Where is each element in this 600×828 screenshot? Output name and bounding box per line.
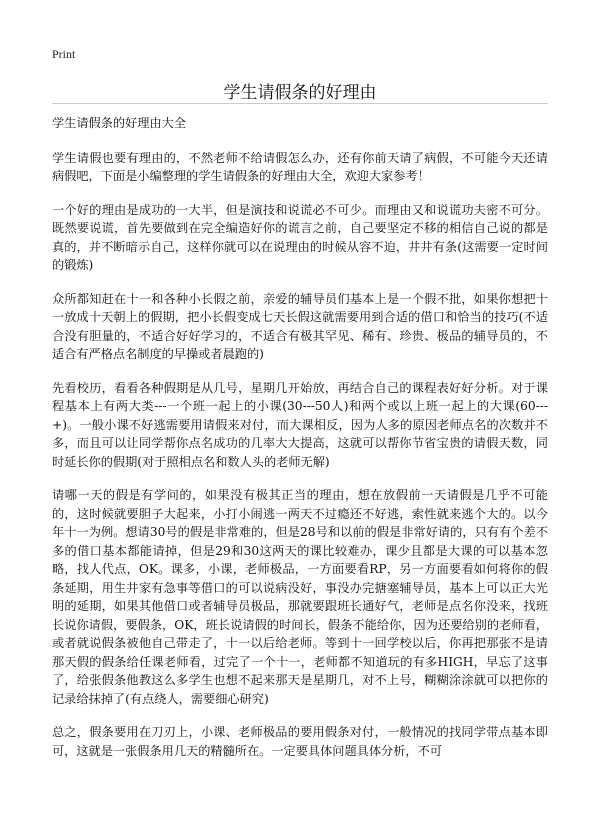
article-subtitle: 学生请假条的好理由大全 xyxy=(52,116,187,130)
paragraph-class-schedule: 先看校历，看看各种假期是从几号，星期几开始放，再结合自己的课程表好好分析。对于课程基本上有两大类---一个班一起上的小课(30---50人)和两个或以上班一起上的大课(60---+)。一般小课不好逃需要用请假来对付，而大课相反，因为人多的原因老师点名的次数并不多，而且可以让同学帮你点名成功的几率大大提高，这就可以帮你节省宝贵的请假天数，同时延长你的假期(对于照相点名和数人头的老师无解) xyxy=(52,380,548,469)
paragraph-holiday-tips: 众所都知赶在十一和各种小长假之前，亲爱的辅导员们基本上是一个假不批，如果你想把十一放成十天朝上的假期，把小长假变成七天长假这就需要用到合适的借口和恰当的技巧(不适合没有胆量的，不适合好好学习的，不适合有极其罕见、稀有、珍贵、极品的辅导员的，不适合有严格点名制度的早操或者晨跑的) xyxy=(52,291,548,361)
page-title: 学生请假条的好理由 xyxy=(223,83,377,103)
title-divider xyxy=(52,103,548,104)
paragraph-summary: 总之，假条要用在刀刃上，小课、老师极品的要用假条对付，一般情况的找同学带点基本即可，这就是一张假条用几天的精髓所在。一定要具体问题具体分析，不可 xyxy=(52,725,548,758)
paragraph-which-day: 请哪一天的假是有学问的，如果没有极其正当的理由，想在放假前一天请假是几乎不可能的，这时候就要胆子大起来，小打小闹逃一两天不过瘾还不好逃，索性就来逃个大的。以今年十一为例。想请30号的假是非常难的，但是28号和以前的假是非常好请的，只有有个差不多的借口基本都能请掉，但是29和30这两天的课比较难办，课少且都是大课的可以基本忽略，找人代点，OK。课多，小课，老师极品，一方面要看RP，另一方面要看如何将你的假条延期，用生井家有急事等借口的可以说病没好，事没办完搪塞辅导员，基本上可以正大光明的延期，如果其他借口或者辅导员极品，那就要跟班长通好气，老师是点名你没来，找班长说你请假，要假条，OK，班长说请假的时间长，假条不能给你，因为还要给别的老师看，或者就说假条被他自己带走了，十一以后给老师。等到十一回学校以后，你再把那张不是请那天假的假条给任课老师看，过完了一个十一，老师都不知道玩的有多HIGH，早忘了这事了，给张假条他教这么多学生也想不起来那天是星期几，对不上号，糊糊涂涂就可以把你的记录给抹掉了(有点绕人，需要细心研究) xyxy=(52,488,548,706)
paragraph-intro: 学生请假也要有理由的，不然老师不给请假怎么办，还有你前天请了病假，不可能今天还请病假吧，下面是小编整理的学生请假条的好理由大全，欢迎大家参考！ xyxy=(52,150,548,183)
print-link[interactable]: Print xyxy=(52,47,76,61)
paragraph-reason-lying: 一个好的理由是成功的一大半，但是演技和说谎必不可少。而理由又和说谎功夫密不可分。既然要说谎，首先要做到在完全编造好你的谎言之前，自己要坚定不移的相信自己说的都是真的，并不断暗示自己，这样你就可以在说理由的时候从容不迫，井井有条(这需要一定时间的锻炼) xyxy=(52,202,548,272)
article-body xyxy=(52,114,548,775)
